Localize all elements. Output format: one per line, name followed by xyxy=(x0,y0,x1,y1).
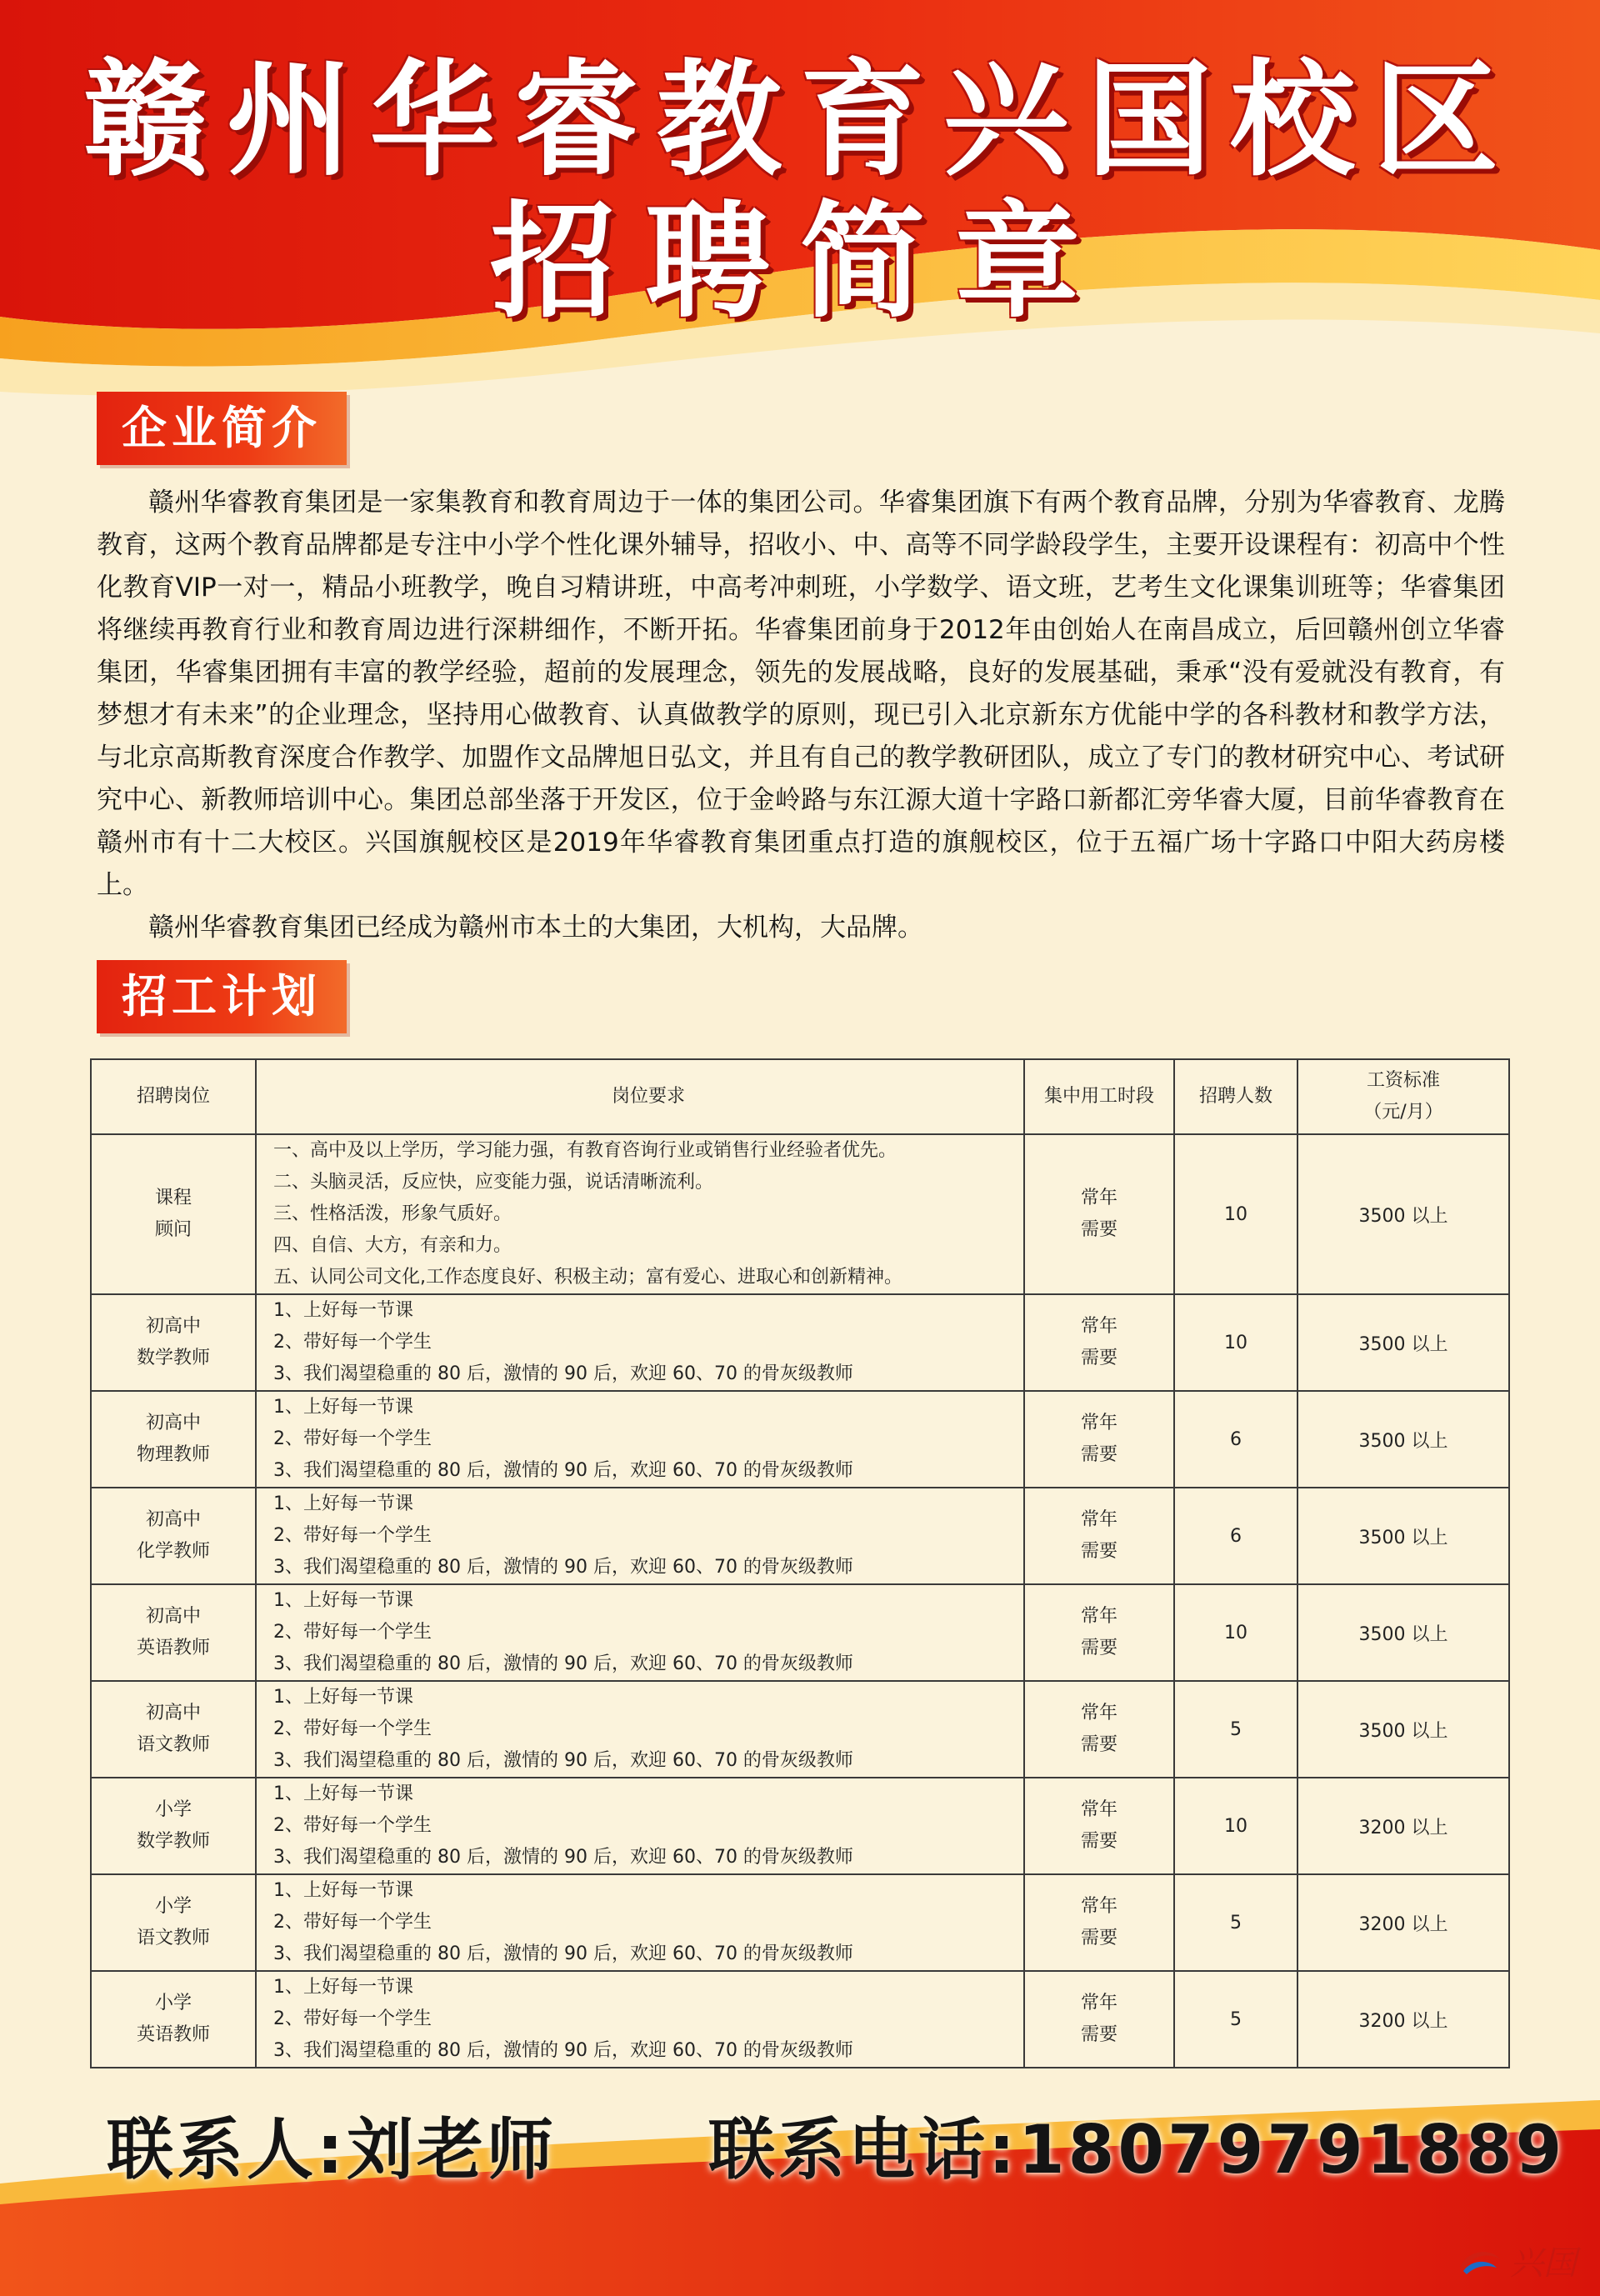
time-text: 需要 xyxy=(1080,1831,1118,1852)
cell-requirements xyxy=(256,1134,1024,1294)
requirement-line: 2、带好每一个学生 xyxy=(273,1815,432,1836)
role-text: 小学 xyxy=(154,1896,192,1917)
table-row xyxy=(91,1681,1509,1778)
cell-pay: 3500 以上 xyxy=(1298,1681,1509,1778)
cell-pay: 3500 以上 xyxy=(1298,1488,1509,1584)
cell-requirements xyxy=(256,1778,1024,1874)
requirement-line: 1、上好每一节课 xyxy=(273,1300,413,1321)
table-row xyxy=(91,1294,1509,1391)
cell-pay: 3500 以上 xyxy=(1298,1584,1509,1681)
cell-count: 5 xyxy=(1174,1874,1298,1971)
time-text: 需要 xyxy=(1080,1348,1118,1368)
time-text: 常年 xyxy=(1080,1993,1118,2013)
cell-count: 6 xyxy=(1174,1488,1298,1584)
cell-role xyxy=(91,1681,256,1778)
time-text: 需要 xyxy=(1080,1638,1118,1658)
swirl-logo-icon xyxy=(1455,2244,1505,2278)
role-text: 数学教师 xyxy=(136,1348,210,1368)
cell-count: 10 xyxy=(1174,1778,1298,1874)
table-row xyxy=(91,1971,1509,2068)
cell-count: 10 xyxy=(1174,1134,1298,1294)
requirement-line: 3、我们渴望稳重的 80 后，激情的 90 后，欢迎 60、70 的骨灰级教师 xyxy=(273,1847,853,1868)
watermark xyxy=(1455,2237,1577,2284)
cell-role xyxy=(91,1971,256,2068)
intro-paragraph: 赣州华睿教育集团是一家集教育和教育周边于一体的集团公司。华睿集团旗下有两个教育品牌，分别为华睿教育、龙腾教育，这两个教育品牌都是专注中小学个性化课外辅导，招收小、中、高等不同学龄段学生，主要开设课程有：初高中个性化教育VIP一对一，精品小班教学，晚自习精讲班，中高考冲刺班，小学数学、语文班，艺考生文化课集训班等；华睿集团将继续再教育行业和教育周边进行深耕细作，不断开拓。华睿集团前身于2012年由创始人在南昌成立，后回赣州创立华睿集团，华睿集团拥有丰富的教学经验，超前的发展理念，领先的发展战略，良好的发展基础，秉承“没有爱就没有教育，有梦想才有未来”的企业理念，坚持用心做教育、认真做教学的原则，现已引入北京新东方优能中学的各科教材和教学方法，与北京高斯教育深度合作教学、加盟作文品牌旭日弘文，并且有自己的教学教研团队，成立了专门的教材研究中心、考试研究中心、新教师培训中心。集团总部坐落于开发区，位于金岭路与东江源大道十字路口新都汇旁华睿大厦，目前华睿教育在赣州市有十二大校区。兴国旗舰校区是2019年华睿教育集团重点打造的旗舰校区，位于五福广场十字路口中阳大药房楼上。 xyxy=(97,488,1505,900)
requirement-line: 1、上好每一节课 xyxy=(273,1977,413,1998)
role-text: 语文教师 xyxy=(136,1928,210,1948)
table-row xyxy=(91,1874,1509,1971)
requirement-line: 2、带好每一个学生 xyxy=(273,1622,432,1643)
requirement-line: 2、带好每一个学生 xyxy=(273,2008,432,2029)
poster-title xyxy=(0,48,1600,335)
requirement-line: 1、上好每一节课 xyxy=(273,1397,413,1418)
cell-pay: 3200 以上 xyxy=(1298,1874,1509,1971)
cell-requirements xyxy=(256,1681,1024,1778)
role-text: 顾问 xyxy=(154,1219,192,1240)
role-text: 化学教师 xyxy=(136,1541,210,1562)
cell-role xyxy=(91,1584,256,1681)
table-row xyxy=(91,1134,1509,1294)
role-text: 小学 xyxy=(154,1799,192,1820)
company-intro xyxy=(97,482,1505,949)
header-pay-line2: （元/月） xyxy=(1363,1102,1443,1123)
cell-pay: 3500 以上 xyxy=(1298,1391,1509,1488)
cell-time xyxy=(1024,1874,1174,1971)
contact-person: 联系人:刘老师 xyxy=(107,2111,557,2188)
cell-count: 5 xyxy=(1174,1971,1298,2068)
requirement-line: 1、上好每一节课 xyxy=(273,1783,413,1804)
title-line-1: 赣州华睿教育兴国校区 xyxy=(82,48,1517,193)
role-text: 初高中 xyxy=(145,1606,201,1627)
cell-time xyxy=(1024,1294,1174,1391)
table-row xyxy=(91,1778,1509,1874)
cell-requirements xyxy=(256,1391,1024,1488)
requirement-line: 3、我们渴望稳重的 80 后，激情的 90 后，欢迎 60、70 的骨灰级教师 xyxy=(273,1943,853,1964)
role-text: 数学教师 xyxy=(136,1831,210,1852)
time-text: 常年 xyxy=(1080,1799,1118,1820)
requirement-line: 四、自信、大方，有亲和力。 xyxy=(273,1235,512,1256)
requirement-line: 五、认同公司文化,工作态度良好、积极主动；富有爱心、进取心和创新精神。 xyxy=(273,1267,902,1288)
cell-requirements xyxy=(256,1294,1024,1391)
header-requirements: 岗位要求 xyxy=(256,1059,1024,1134)
cell-role xyxy=(91,1874,256,1971)
requirement-line: 2、带好每一个学生 xyxy=(273,1912,432,1933)
requirement-line: 1、上好每一节课 xyxy=(273,1590,413,1611)
recruitment-table xyxy=(90,1058,1510,2068)
requirement-line: 3、我们渴望稳重的 80 后，激情的 90 后，欢迎 60、70 的骨灰级教师 xyxy=(273,2040,853,2061)
cell-requirements xyxy=(256,1584,1024,1681)
requirement-line: 1、上好每一节课 xyxy=(273,1493,413,1514)
requirement-line: 3、我们渴望稳重的 80 后，激情的 90 后，欢迎 60、70 的骨灰级教师 xyxy=(273,1653,853,1674)
cell-role xyxy=(91,1778,256,1874)
requirement-line: 3、我们渴望稳重的 80 后，激情的 90 后，欢迎 60、70 的骨灰级教师 xyxy=(273,1750,853,1771)
requirement-line: 3、我们渴望稳重的 80 后，激情的 90 后，欢迎 60、70 的骨灰级教师 xyxy=(273,1460,853,1481)
role-text: 课程 xyxy=(154,1188,192,1208)
header-role: 招聘岗位 xyxy=(91,1059,256,1134)
time-text: 需要 xyxy=(1080,1734,1118,1755)
cell-requirements xyxy=(256,1488,1024,1584)
time-text: 常年 xyxy=(1080,1606,1118,1627)
cell-pay: 3500 以上 xyxy=(1298,1134,1509,1294)
role-text: 小学 xyxy=(154,1993,192,2013)
role-text: 初高中 xyxy=(145,1703,201,1723)
requirement-line: 2、带好每一个学生 xyxy=(273,1332,432,1353)
cell-time xyxy=(1024,1134,1174,1294)
requirement-line: 一、高中及以上学历，学习能力强，有教育咨询行业或销售行业经验者优先。 xyxy=(273,1140,898,1161)
requirement-line: 3、我们渴望稳重的 80 后，激情的 90 后，欢迎 60、70 的骨灰级教师 xyxy=(273,1557,853,1578)
role-text: 初高中 xyxy=(145,1509,201,1530)
cell-time xyxy=(1024,1971,1174,2068)
requirement-line: 三、性格活泼，形象气质好。 xyxy=(273,1203,512,1224)
cell-time xyxy=(1024,1391,1174,1488)
time-text: 常年 xyxy=(1080,1188,1118,1208)
role-text: 初高中 xyxy=(145,1316,201,1337)
table-row xyxy=(91,1488,1509,1584)
intro-paragraph: 赣州华睿教育集团已经成为赣州市本土的大集团，大机构，大品牌。 xyxy=(148,913,923,943)
cell-pay: 3500 以上 xyxy=(1298,1294,1509,1391)
title-line-2: 招聘简章 xyxy=(489,190,1110,335)
requirement-line: 3、我们渴望稳重的 80 后，激情的 90 后，欢迎 60、70 的骨灰级教师 xyxy=(273,1363,853,1384)
table-row xyxy=(91,1391,1509,1488)
requirement-line: 2、带好每一个学生 xyxy=(273,1428,432,1449)
cell-count: 10 xyxy=(1174,1584,1298,1681)
time-text: 常年 xyxy=(1080,1413,1118,1433)
watermark-text: 兴国 xyxy=(1510,2244,1577,2283)
role-text: 英语教师 xyxy=(136,1638,210,1658)
cell-requirements xyxy=(256,1971,1024,2068)
cell-role xyxy=(91,1294,256,1391)
cell-time xyxy=(1024,1681,1174,1778)
role-text: 初高中 xyxy=(145,1413,201,1433)
role-text: 语文教师 xyxy=(136,1734,210,1755)
cell-role xyxy=(91,1391,256,1488)
cell-count: 5 xyxy=(1174,1681,1298,1778)
time-text: 常年 xyxy=(1080,1316,1118,1337)
cell-pay: 3200 以上 xyxy=(1298,1778,1509,1874)
header-time: 集中用工时段 xyxy=(1024,1059,1174,1134)
role-text: 英语教师 xyxy=(136,2024,210,2045)
cell-time xyxy=(1024,1584,1174,1681)
table-header-row xyxy=(91,1059,1509,1134)
header-pay xyxy=(1298,1059,1509,1134)
table-row xyxy=(91,1584,1509,1681)
time-text: 常年 xyxy=(1080,1703,1118,1723)
contact-phone: 联系电话:18079791889 xyxy=(708,2111,1566,2188)
cell-role xyxy=(91,1488,256,1584)
requirement-line: 2、带好每一个学生 xyxy=(273,1525,432,1546)
cell-count: 10 xyxy=(1174,1294,1298,1391)
requirement-line: 二、头脑灵活，反应快，应变能力强，说话清晰流利。 xyxy=(273,1172,714,1193)
time-text: 需要 xyxy=(1080,1928,1118,1948)
header-count: 招聘人数 xyxy=(1174,1059,1298,1134)
requirement-line: 1、上好每一节课 xyxy=(273,1687,413,1708)
cell-time xyxy=(1024,1778,1174,1874)
cell-role xyxy=(91,1134,256,1294)
time-text: 需要 xyxy=(1080,1541,1118,1562)
role-text: 物理教师 xyxy=(136,1444,210,1465)
time-text: 需要 xyxy=(1080,2024,1118,2045)
time-text: 需要 xyxy=(1080,1444,1118,1465)
time-text: 需要 xyxy=(1080,1219,1118,1240)
table-body xyxy=(91,1134,1509,2068)
section-tag-intro: 企业简介 xyxy=(97,392,347,465)
section-tag-plan: 招工计划 xyxy=(97,960,347,1033)
cell-count: 6 xyxy=(1174,1391,1298,1488)
cell-time xyxy=(1024,1488,1174,1584)
cell-pay: 3200 以上 xyxy=(1298,1971,1509,2068)
time-text: 常年 xyxy=(1080,1896,1118,1917)
time-text: 常年 xyxy=(1080,1509,1118,1530)
cell-requirements xyxy=(256,1874,1024,1971)
header-pay-line1: 工资标准 xyxy=(1366,1070,1440,1091)
requirement-line: 1、上好每一节课 xyxy=(273,1880,413,1901)
requirement-line: 2、带好每一个学生 xyxy=(273,1718,432,1739)
